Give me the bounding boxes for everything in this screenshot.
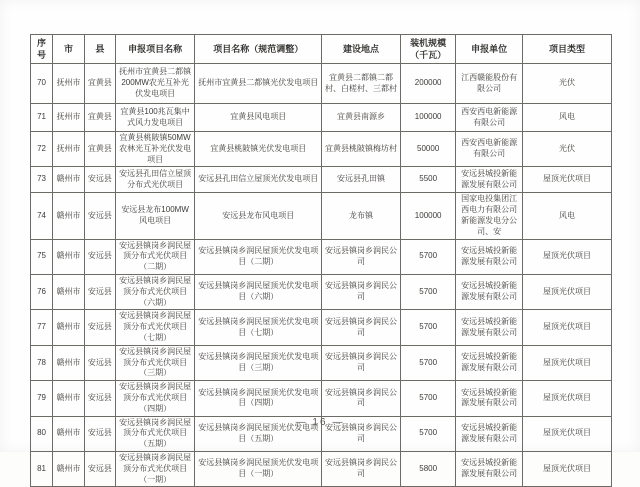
column-header: 申报项目名称 bbox=[115, 35, 195, 64]
table-cell: 赣州市 bbox=[53, 193, 85, 239]
table-row bbox=[31, 381, 612, 416]
table-cell: 江西赣能股份有限公司 bbox=[456, 64, 523, 104]
table-cell: 安远县 bbox=[85, 193, 116, 239]
table-cell: 安远县城投新能源发展有限公司 bbox=[456, 345, 523, 380]
table-cell: 抚州市 bbox=[53, 64, 85, 104]
table-cell: 安远县 bbox=[85, 167, 116, 193]
table-row bbox=[31, 193, 612, 239]
table-cell: 宜黄县桃陂镇光伏发电项目 bbox=[195, 132, 322, 167]
column-header: 装机规模（千瓦） bbox=[401, 35, 456, 64]
table-row bbox=[31, 345, 612, 380]
table-cell: 屋顶光伏项目 bbox=[523, 381, 612, 416]
page-number: — 16 — bbox=[295, 417, 345, 428]
table-cell: 安远县城投新能源发展有限公司 bbox=[456, 310, 523, 345]
table-cell: 抚州市宜黄县二都镇200MW农光互补光伏发电项目 bbox=[115, 64, 195, 104]
table-cell: 安远县孔田镇 bbox=[322, 167, 401, 193]
table-cell: 安远县孔田信立屋顶光伏发电项目 bbox=[195, 167, 322, 193]
column-header: 建设地点 bbox=[322, 35, 401, 64]
table-cell: 安远县 bbox=[85, 310, 116, 345]
table-cell: 5700 bbox=[401, 416, 456, 451]
table-cell: 宜黄县100兆瓦集中式风力发电项目 bbox=[115, 104, 195, 132]
table-row bbox=[31, 104, 612, 132]
table-cell: 安远县镇岗乡润民公司 bbox=[322, 416, 401, 451]
table-row bbox=[31, 64, 612, 104]
table-cell: 安远县城投新能源发展有限公司 bbox=[456, 239, 523, 274]
table-cell: 风电 bbox=[523, 193, 612, 239]
table-cell: 78 bbox=[31, 345, 53, 380]
table-cell: 宜黄县桃陂镇50MW农林光互补光伏发电项目 bbox=[115, 132, 195, 167]
table-cell: 安远县 bbox=[85, 274, 116, 309]
table-cell: 200000 bbox=[401, 64, 456, 104]
table-cell: 赣州市 bbox=[53, 381, 85, 416]
column-header: 市 bbox=[53, 35, 85, 64]
table-cell: 5700 bbox=[401, 274, 456, 309]
table-cell: 安远县镇岗乡润民屋顶分布式光伏项目（四期） bbox=[115, 381, 195, 416]
table-cell: 安远县龙布100MW风电项目 bbox=[115, 193, 195, 239]
table-cell: 风电 bbox=[523, 104, 612, 132]
table-cell: 安远县镇岗乡润民公司 bbox=[322, 345, 401, 380]
table-cell: 宜黄县风电项目 bbox=[195, 104, 322, 132]
table-cell: 5700 bbox=[401, 310, 456, 345]
table-cell: 安远县镇岗乡润民屋顶光伏发电项目（五期） bbox=[195, 416, 322, 451]
table-cell: 75 bbox=[31, 239, 53, 274]
table-cell: 安远县镇岗乡润民屋顶光伏发电项目（六期） bbox=[195, 274, 322, 309]
table-cell: 5700 bbox=[401, 381, 456, 416]
table-cell: 72 bbox=[31, 132, 53, 167]
table-cell: 宜黄县 bbox=[85, 104, 116, 132]
table-cell: 抚州市 bbox=[53, 104, 85, 132]
table-cell: 赣州市 bbox=[53, 167, 85, 193]
table-cell: 宜黄县桃陂镇梅坊村 bbox=[322, 132, 401, 167]
table-cell: 宜黄县二都镇二都村、白槎村、三都村 bbox=[322, 64, 401, 104]
table-cell: 安远县城投新能源发展有限公司 bbox=[456, 167, 523, 193]
table-row bbox=[31, 132, 612, 167]
table-cell: 赣州市 bbox=[53, 451, 85, 486]
table-cell: 50000 bbox=[401, 132, 456, 167]
table-cell: 安远县镇岗乡润民屋顶分布式光伏项目（三期） bbox=[115, 345, 195, 380]
table-cell: 100000 bbox=[401, 104, 456, 132]
table-row bbox=[31, 274, 612, 309]
table-cell: 屋顶光伏项目 bbox=[523, 167, 612, 193]
table-cell: 安远县镇岗乡润民屋顶分布式光伏项目（五期） bbox=[115, 416, 195, 451]
table-cell: 安远县 bbox=[85, 416, 116, 451]
table-cell: 安远县镇岗乡润民公司 bbox=[322, 310, 401, 345]
table-cell: 光伏 bbox=[523, 64, 612, 104]
table-cell: 安远县镇岗乡润民屋顶分布式光伏项目（一期） bbox=[115, 451, 195, 486]
table-cell: 安远县孔田信立屋顶分布式光伏项目 bbox=[115, 167, 195, 193]
table-cell: 国家电投集团江西电力有限公司新能源发电分公司、安 bbox=[456, 193, 523, 239]
table-cell: 安远县镇岗乡润民屋顶光伏发电项目（四期） bbox=[195, 381, 322, 416]
table-cell: 西安西电新能源有限公司 bbox=[456, 132, 523, 167]
table-cell: 100000 bbox=[401, 193, 456, 239]
table-cell: 74 bbox=[31, 193, 53, 239]
table-cell: 抚州市 bbox=[53, 132, 85, 167]
table-cell: 安远县镇岗乡润民屋顶分布式光伏项目（七期） bbox=[115, 310, 195, 345]
table-cell: 安远县镇岗乡润民屋顶分布式光伏项目（二期） bbox=[115, 239, 195, 274]
table-cell: 81 bbox=[31, 451, 53, 486]
table-cell: 宜黄县南源乡 bbox=[322, 104, 401, 132]
table-cell: 71 bbox=[31, 104, 53, 132]
table-row bbox=[31, 310, 612, 345]
table-cell: 5500 bbox=[401, 167, 456, 193]
table-cell: 抚州市宜黄县二都镇光伏发电项目 bbox=[195, 64, 322, 104]
table-cell: 安远县城投新能源发展有限公司 bbox=[456, 416, 523, 451]
column-header: 序号 bbox=[31, 35, 53, 64]
column-header: 项目名称（规范调整） bbox=[195, 35, 322, 64]
table-cell: 屋顶光伏项目 bbox=[523, 310, 612, 345]
table-cell: 5700 bbox=[401, 239, 456, 274]
table-cell: 安远县镇岗乡润民公司 bbox=[322, 239, 401, 274]
table-cell: 西安西电新能源有限公司 bbox=[456, 104, 523, 132]
table-row bbox=[31, 239, 612, 274]
table-cell: 安远县龙布风电项目 bbox=[195, 193, 322, 239]
table-cell: 5700 bbox=[401, 345, 456, 380]
table-cell: 安远县镇岗乡润民公司 bbox=[322, 274, 401, 309]
column-header: 申报单位 bbox=[456, 35, 523, 64]
table-cell: 80 bbox=[31, 416, 53, 451]
table-cell: 安远县镇岗乡润民屋顶分布式光伏项目（六期） bbox=[115, 274, 195, 309]
table-header-row bbox=[31, 35, 612, 64]
table-cell: 安远县 bbox=[85, 451, 116, 486]
table-cell: 赣州市 bbox=[53, 239, 85, 274]
table-cell: 70 bbox=[31, 64, 53, 104]
table-cell: 安远县镇岗乡润民屋顶光伏发电项目（一期） bbox=[195, 451, 322, 486]
table-cell: 5800 bbox=[401, 451, 456, 486]
table-cell: 宜黄县 bbox=[85, 132, 116, 167]
table-cell: 宜黄县 bbox=[85, 64, 116, 104]
table-row bbox=[31, 451, 612, 486]
table-cell: 屋顶光伏项目 bbox=[523, 274, 612, 309]
table-cell: 79 bbox=[31, 381, 53, 416]
column-header: 项目类型 bbox=[523, 35, 612, 64]
table-cell: 屋顶光伏项目 bbox=[523, 416, 612, 451]
table-row bbox=[31, 167, 612, 193]
table-cell: 安远县镇岗乡润民公司 bbox=[322, 381, 401, 416]
table-cell: 73 bbox=[31, 167, 53, 193]
table-cell: 77 bbox=[31, 310, 53, 345]
table-cell: 赣州市 bbox=[53, 274, 85, 309]
table-cell: 76 bbox=[31, 274, 53, 309]
table-cell: 安远县城投新能源发展有限公司 bbox=[456, 381, 523, 416]
table-cell: 赣州市 bbox=[53, 416, 85, 451]
table-cell: 安远县城投新能源发展有限公司 bbox=[456, 274, 523, 309]
table-cell: 安远县镇岗乡润民屋顶光伏发电项目（七期） bbox=[195, 310, 322, 345]
table-cell: 安远县 bbox=[85, 239, 116, 274]
table-cell: 屋顶光伏项目 bbox=[523, 239, 612, 274]
table-cell: 安远县镇岗乡润民屋顶光伏发电项目（二期） bbox=[195, 239, 322, 274]
table-cell: 赣州市 bbox=[53, 345, 85, 380]
table-cell: 安远县镇岗乡润民公司 bbox=[322, 451, 401, 486]
table-cell: 光伏 bbox=[523, 132, 612, 167]
table-cell: 屋顶光伏项目 bbox=[523, 345, 612, 380]
table-cell: 安远县 bbox=[85, 345, 116, 380]
table-cell: 安远县城投新能源发展有限公司 bbox=[456, 451, 523, 486]
column-header: 县 bbox=[85, 35, 116, 64]
table-cell: 赣州市 bbox=[53, 310, 85, 345]
table-cell: 安远县镇岗乡润民屋顶光伏发电项目（三期） bbox=[195, 345, 322, 380]
table-cell: 屋顶光伏项目 bbox=[523, 451, 612, 486]
table-cell: 安远县 bbox=[85, 381, 116, 416]
table-cell: 龙布镇 bbox=[322, 193, 401, 239]
